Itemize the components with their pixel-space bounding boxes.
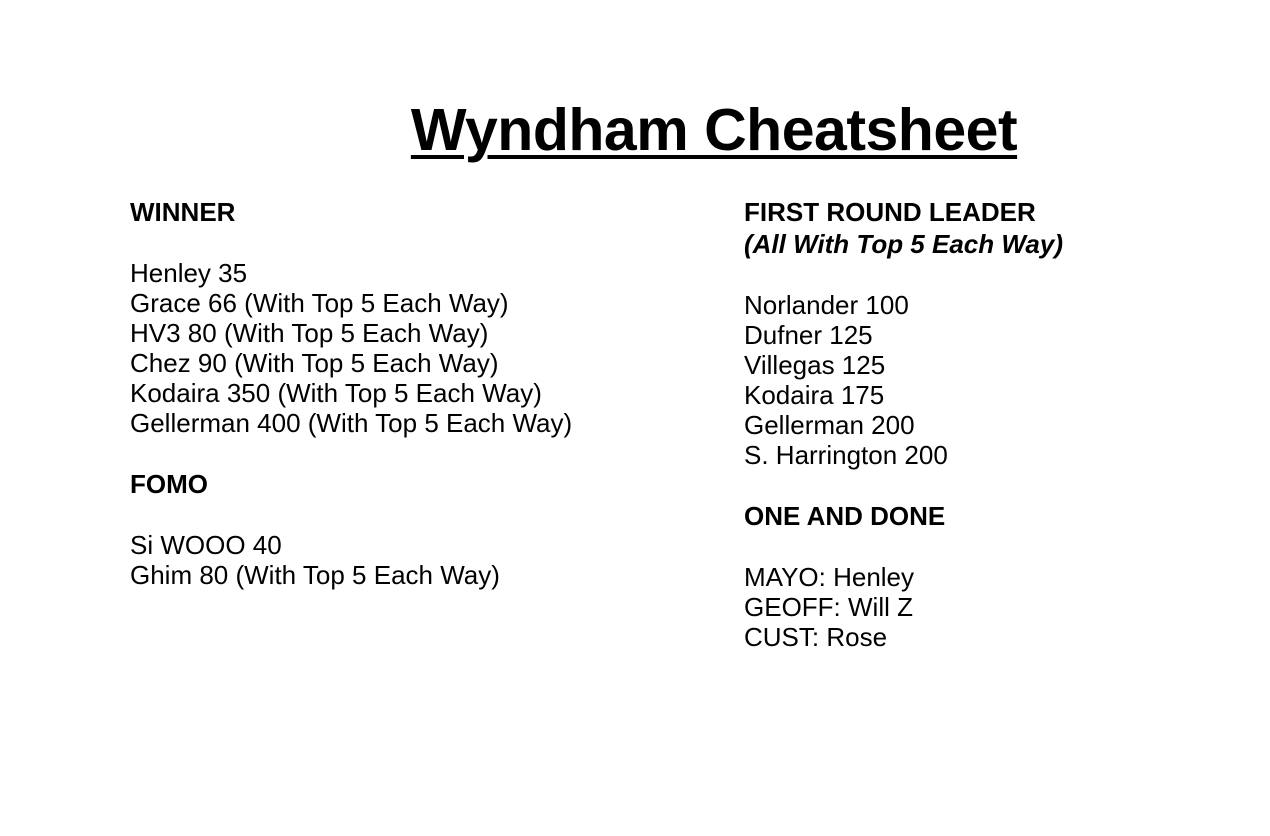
list-item: HV3 80 (With Top 5 Each Way) bbox=[130, 318, 489, 348]
list-item: Dufner 125 bbox=[744, 320, 873, 350]
list-item: Gellerman 200 bbox=[744, 410, 915, 440]
spacer bbox=[744, 532, 1244, 562]
spacer bbox=[130, 500, 690, 530]
winner-heading: WINNER bbox=[130, 197, 236, 227]
first-round-leader-heading: FIRST ROUND LEADER bbox=[744, 197, 1036, 227]
list-item: Norlander 100 bbox=[744, 290, 909, 320]
list-item: Si WOOO 40 bbox=[130, 530, 282, 560]
left-column bbox=[130, 196, 690, 590]
winner-section bbox=[130, 196, 690, 438]
list-item: Gellerman 400 (With Top 5 Each Way) bbox=[130, 408, 573, 438]
winner-list bbox=[130, 258, 690, 438]
fomo-heading: FOMO bbox=[130, 469, 208, 499]
page-title: Wyndham Cheatsheet bbox=[410, 97, 1018, 163]
spacer bbox=[130, 438, 690, 468]
first-round-leader-list bbox=[744, 290, 1244, 470]
one-and-done-section bbox=[744, 500, 1244, 652]
first-round-leader-section bbox=[744, 196, 1244, 470]
spacer bbox=[744, 470, 1244, 500]
list-item: Villegas 125 bbox=[744, 350, 886, 380]
list-item: Kodaira 350 (With Top 5 Each Way) bbox=[130, 378, 542, 408]
list-item: MAYO: Henley bbox=[744, 562, 915, 592]
list-item: Grace 66 (With Top 5 Each Way) bbox=[130, 288, 509, 318]
list-item: Kodaira 175 bbox=[744, 380, 885, 410]
list-item: Henley 35 bbox=[130, 258, 248, 288]
fomo-list bbox=[130, 530, 690, 590]
spacer bbox=[130, 228, 690, 258]
one-and-done-list bbox=[744, 562, 1244, 652]
right-column bbox=[744, 196, 1244, 652]
list-item: Ghim 80 (With Top 5 Each Way) bbox=[130, 560, 500, 590]
list-item: CUST: Rose bbox=[744, 622, 888, 652]
first-round-leader-subheading: (All With Top 5 Each Way) bbox=[744, 229, 1064, 259]
list-item: S. Harrington 200 bbox=[744, 440, 948, 470]
fomo-section bbox=[130, 468, 690, 590]
list-item: Chez 90 (With Top 5 Each Way) bbox=[130, 348, 499, 378]
one-and-done-heading: ONE AND DONE bbox=[744, 501, 946, 531]
spacer bbox=[744, 260, 1244, 290]
list-item: GEOFF: Will Z bbox=[744, 592, 913, 622]
